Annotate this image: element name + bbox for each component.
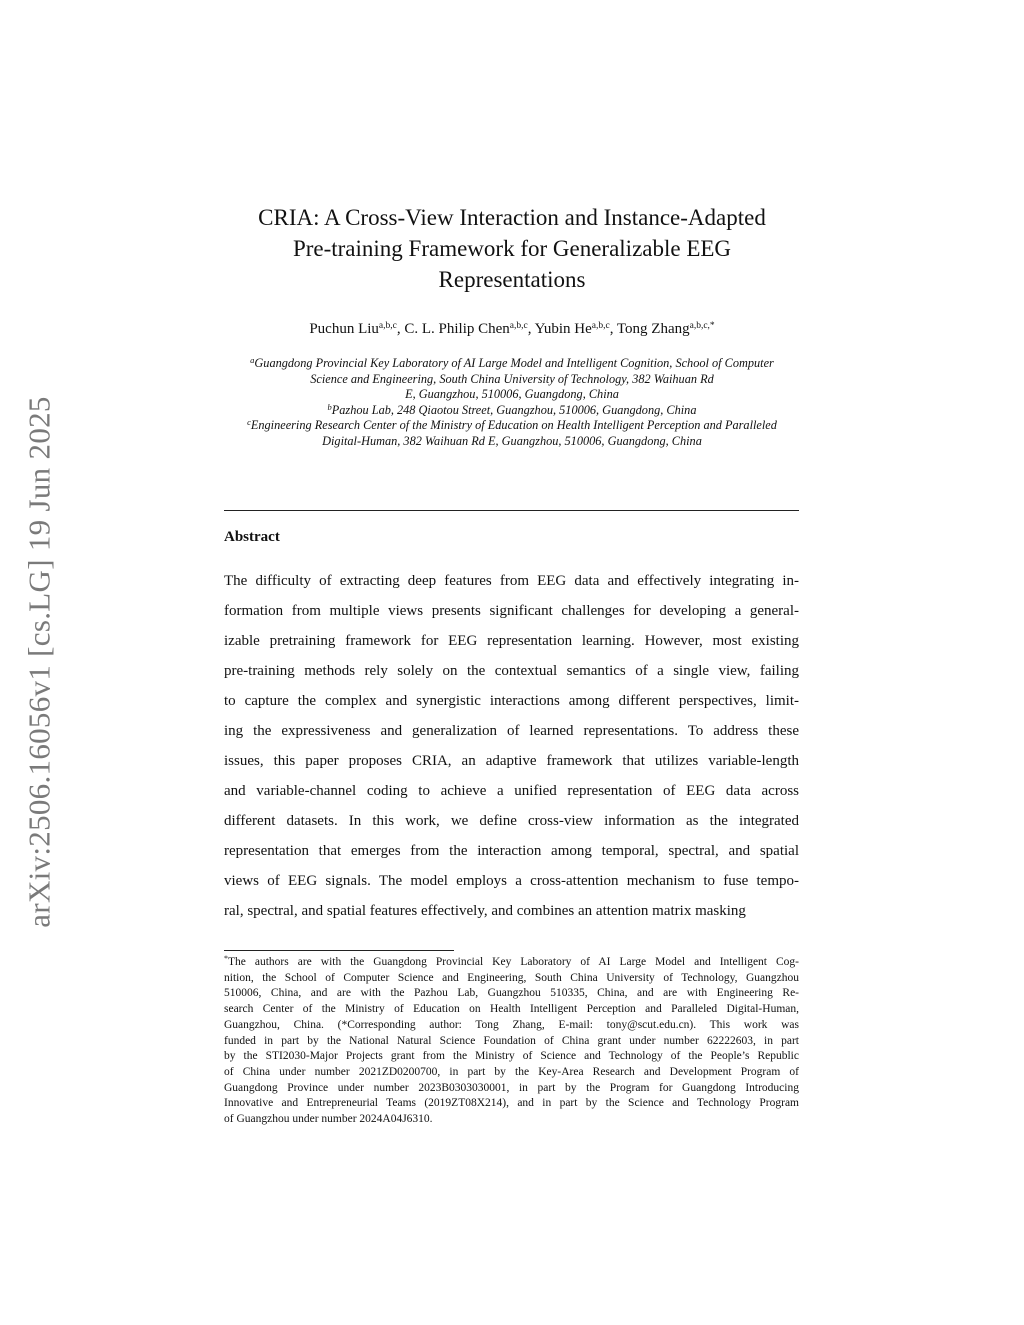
footnote-divider bbox=[224, 950, 454, 951]
affiliation-text: Guangdong Provincial Key Laboratory of AI Large Model and Intelligent Cognition, School of Computer bbox=[254, 356, 774, 370]
abstract-line: izable pretraining framework for EEG representation learning. However, most existing bbox=[224, 633, 799, 649]
affiliation-mark: a bbox=[250, 355, 255, 365]
arxiv-identifier bbox=[10, 372, 70, 952]
affiliation-mark: c bbox=[247, 417, 251, 428]
footnote-mark: * bbox=[224, 954, 228, 963]
header-divider bbox=[224, 510, 799, 511]
footnote-text: The authors are with the Guangdong Provincial Key Laboratory of AI Large Model and Intelligent Cog- bbox=[228, 956, 799, 968]
abstract-heading: Abstract bbox=[224, 529, 280, 545]
footnote-line bbox=[224, 955, 799, 971]
affiliation-mark: b bbox=[327, 401, 332, 412]
abstract-body bbox=[224, 566, 799, 926]
paper-title bbox=[200, 202, 824, 295]
abstract-line: The difficulty of extracting deep features from EEG data and effectively integrating in- bbox=[224, 573, 799, 589]
title-line: CRIA: A Cross-View Interaction and Instance-Adapted bbox=[258, 205, 766, 230]
abstract-line: views of EEG signals. The model employs a cross-attention mechanism to fuse tempo- bbox=[224, 873, 799, 889]
abstract-line: issues, this paper proposes CRIA, an adaptive framework that utilizes variable-length bbox=[224, 753, 799, 769]
author-affiliation-mark: a,b,c bbox=[378, 321, 397, 331]
title-line: Representations bbox=[438, 267, 586, 292]
footnote-line: funded in part by the National Natural Science Foundation of China grant under number 62222603, in part bbox=[224, 1034, 799, 1047]
affiliation-a-line bbox=[200, 356, 824, 372]
footnote-line: Guangdong Province under number 2023B0303030001, in part by the Program for Guangdong Introducing bbox=[224, 1081, 799, 1094]
abstract-line: pre-training methods rely solely on the contextual semantics of a single view, failing bbox=[224, 663, 799, 679]
footnote-line: search Center of the Ministry of Education on Health Intelligent Perception and Paralleled Digital-Human, bbox=[224, 1003, 799, 1016]
footnote-line: Innovative and Entrepreneurial Teams (2019ZT08X214), and in part by the Science and Technology Program bbox=[224, 1097, 799, 1110]
abstract-line: representation that emerges from the interaction among temporal, spectral, and spatial bbox=[224, 843, 799, 859]
author-name: Yubin He bbox=[534, 321, 592, 337]
author-name: C. L. Philip Chen bbox=[404, 321, 510, 337]
affiliation-c-line: Digital-Human, 382 Waihuan Rd E, Guangzhou, 510006, Guangdong, China bbox=[322, 433, 702, 448]
author-name: Puchun Liu bbox=[309, 321, 379, 337]
abstract-line: ing the expressiveness and generalization of learned representations. To address these bbox=[224, 723, 799, 739]
author-list: Puchun Liu$^{a,b,c}$, C. L. Philip Chen$^{a,b,c}$, Yubin He$^{a,b,c}$, Tong Zhang$^{a,b,c,*}$ bbox=[309, 321, 715, 337]
arxiv-identifier-text: arXiv:2506.16056v1 [cs.LG] 19 Jun 2025 bbox=[22, 396, 58, 928]
footnote-line: nition, the School of Computer Science and Engineering, South China University of Technology, Guangzhou bbox=[224, 971, 799, 984]
abstract-line: formation from multiple views presents significant challenges for developing a general- bbox=[224, 603, 799, 619]
footnote-line: Guangzhou, China. (*Corresponding author: Tong Zhang, E-mail: tony@scut.edu.cn). This work was bbox=[224, 1018, 799, 1031]
footnote-line: of China under number 2021ZD0200700, in part by the Key-Area Research and Development Program of bbox=[224, 1065, 799, 1078]
title-line: Pre-training Framework for Generalizable EEG bbox=[292, 236, 732, 261]
affiliation-a-line: Science and Engineering, South China University of Technology, 382 Waihuan Rd bbox=[310, 371, 714, 386]
abstract-line: different datasets. In this work, we define cross-view information as the integrated bbox=[224, 813, 799, 829]
author-affiliation-mark: a,b,c bbox=[509, 321, 528, 331]
abstract-line: ral, spectral, and spatial features effectively, and combines an attention matrix masking bbox=[224, 903, 746, 919]
affiliations bbox=[200, 356, 824, 450]
footnote-line: by the STI2030-Major Projects grant from the Ministry of Science and Technology of the People’s Republic bbox=[224, 1050, 799, 1063]
affiliation-c-line bbox=[200, 418, 824, 434]
affiliation-text: Pazhou Lab, 248 Qiaotou Street, Guangzhou, 510006, Guangdong, China bbox=[331, 402, 697, 417]
author-affiliation-mark: a,b,c,* bbox=[689, 321, 715, 331]
affiliation-a-line: E, Guangzhou, 510006, Guangdong, China bbox=[405, 387, 619, 402]
affiliation-b-line bbox=[200, 403, 824, 419]
author-name: Tong Zhang bbox=[616, 321, 690, 337]
footnote bbox=[224, 955, 799, 1128]
abstract-line: to capture the complex and synergistic interactions among different perspectives, limit- bbox=[224, 693, 799, 709]
affiliation-text: Engineering Research Center of the Ministry of Education on Health Intelligent Perception and Paralleled bbox=[250, 418, 777, 433]
footnote-line: 510006, China, and are with the Pazhou Lab, Guangzhou 510335, China, and are with Engineering Re- bbox=[224, 987, 799, 1000]
author-affiliation-mark: a,b,c bbox=[591, 321, 610, 331]
footnote-line: of Guangzhou under number 2024A04J6310. bbox=[224, 1113, 433, 1126]
abstract-line: and variable-channel coding to achieve a unified representation of EEG data across bbox=[224, 783, 799, 799]
